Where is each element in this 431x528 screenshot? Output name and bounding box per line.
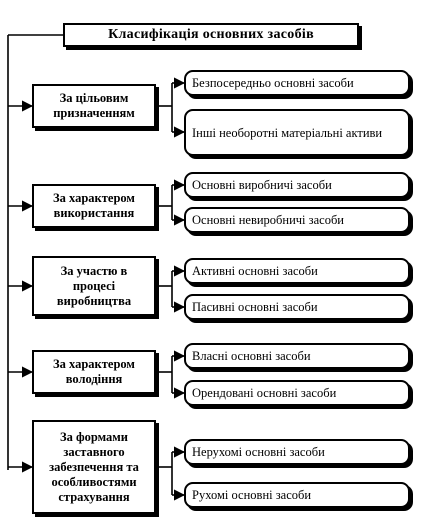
item-box xyxy=(184,380,410,406)
item-box xyxy=(184,343,410,369)
category-label: За формами заставного забезпечення та особливостями страхування xyxy=(49,429,139,504)
item-label: Безпосередньо основні засоби xyxy=(192,76,354,90)
category-label: За характером володіння xyxy=(53,357,135,386)
category-box-ownership xyxy=(32,350,156,394)
item-label: Активні основні засоби xyxy=(192,264,318,278)
diagram-title-text: Класифікація основних засобів xyxy=(108,27,314,42)
category-label: За участю в процесі виробництва xyxy=(56,263,132,308)
item-label: Пасивні основні засоби xyxy=(192,300,318,314)
item-box xyxy=(184,258,410,284)
item-label: Орендовані основні засоби xyxy=(192,386,337,400)
item-box xyxy=(184,482,410,508)
item-label: Власні основні засоби xyxy=(192,349,311,363)
item-label: Нерухомі основні засоби xyxy=(192,445,325,459)
item-box xyxy=(184,172,410,198)
item-label: Основні виробничі засоби xyxy=(192,178,332,192)
category-box-purpose xyxy=(32,84,156,128)
item-box xyxy=(184,439,410,465)
item-box xyxy=(184,70,410,96)
item-box xyxy=(184,294,410,320)
category-label: За цільовим призначенням xyxy=(53,91,135,120)
diagram-title xyxy=(63,23,359,47)
item-box xyxy=(184,109,410,156)
item-label: Основні невиробничі засоби xyxy=(192,213,344,227)
category-box-collateral xyxy=(32,420,156,514)
item-box xyxy=(184,207,410,233)
category-box-production xyxy=(32,256,156,316)
item-label: Інші необоротні матеріальні активи xyxy=(192,125,383,140)
category-label: За характером використання xyxy=(53,191,135,220)
category-box-usage xyxy=(32,184,156,228)
item-label: Рухомі основні засоби xyxy=(192,488,312,502)
